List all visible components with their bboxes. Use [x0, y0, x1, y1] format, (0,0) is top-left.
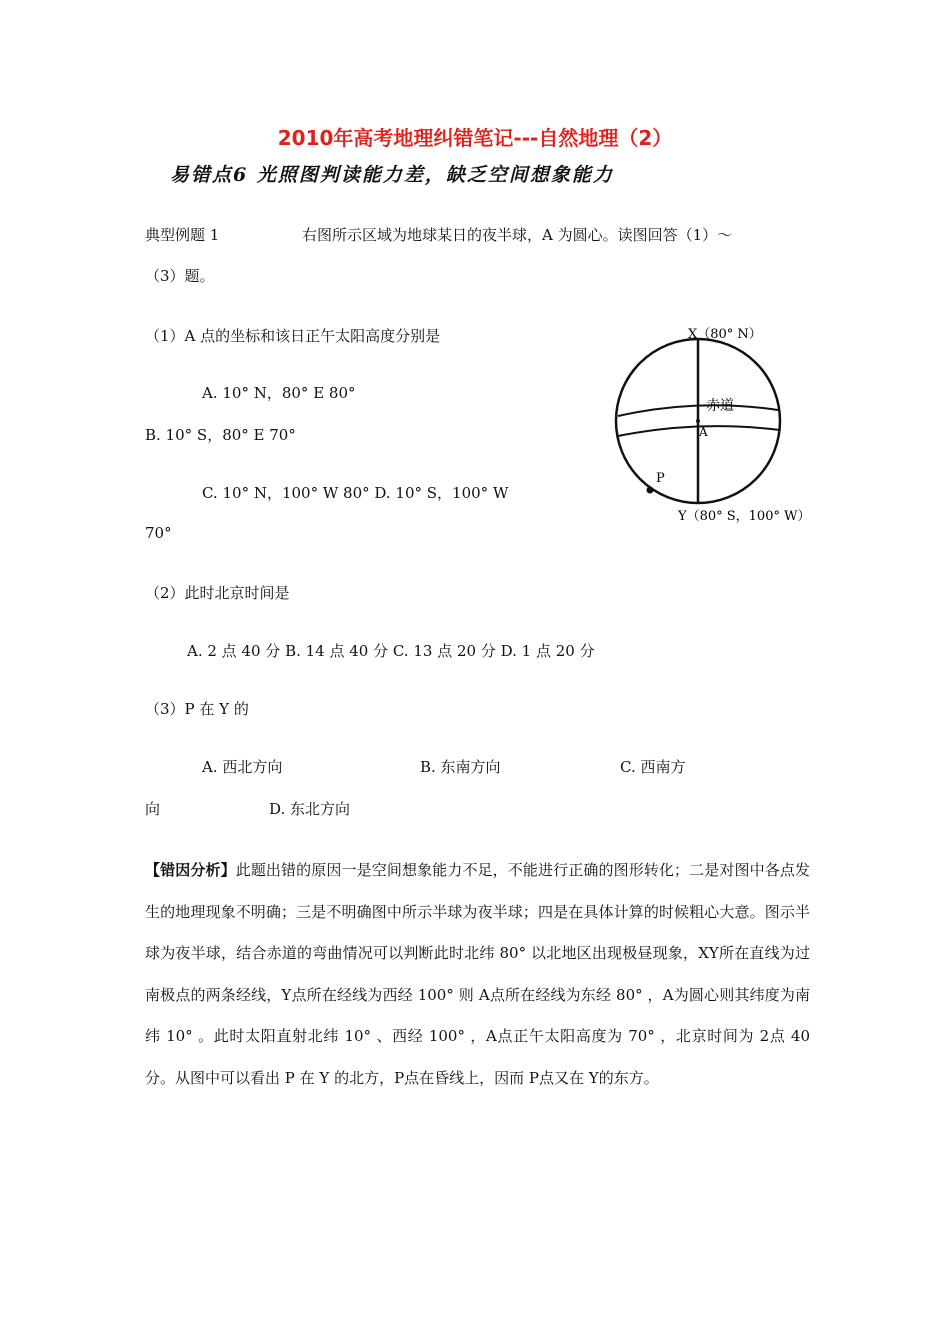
- q3-option-c-tail: 向: [145, 800, 161, 818]
- q1-stem: （1）A 点的坐标和该日正午太阳高度分别是: [145, 327, 441, 345]
- analysis-heading: 【错因分析】: [145, 861, 236, 879]
- point-a: [696, 419, 700, 423]
- point-p: [647, 487, 654, 494]
- q1-option-b: B. 10° S，80° E 70°: [145, 426, 296, 444]
- q2-options: A. 2 点 40 分 B. 14 点 40 分 C. 13 点 20 分 D. 1 点 20 分: [187, 642, 595, 660]
- q1-option-c-d: C. 10° N，100° W 80° D. 10° S，100° W: [202, 484, 509, 502]
- label-a: A: [699, 425, 708, 439]
- q3-stem: （3）P 在 Y 的: [145, 700, 249, 718]
- q1-option-d-tail: 70°: [145, 524, 172, 542]
- q2-stem: （2）此时北京时间是: [145, 584, 290, 602]
- error-analysis: [145, 850, 810, 1099]
- q3-option-c: C. 西南方: [620, 758, 686, 776]
- example-label: 典型例题 1: [145, 226, 220, 244]
- label-p: P: [656, 471, 665, 486]
- q3-option-a: A. 西北方向: [202, 758, 283, 776]
- q3-option-d: D. 东北方向: [269, 800, 351, 818]
- example-intro-continued: （3）题。: [145, 267, 215, 285]
- document-subtitle: 易错点6 光照图判读能力差，缺乏空间想象能力: [170, 164, 614, 186]
- label-equator: 赤道: [706, 398, 734, 414]
- q1-option-a: A. 10° N，80° E 80°: [202, 384, 356, 402]
- night-hemisphere-diagram: [600, 318, 820, 533]
- q3-option-b: B. 东南方向: [420, 758, 501, 776]
- label-x: X（80° N）: [688, 327, 762, 342]
- example-intro: 右图所示区域为地球某日的夜半球，A 为圆心。读图回答（1）～: [302, 226, 733, 244]
- label-y: Y（80° S，100° W）: [678, 509, 811, 524]
- analysis-body: 此题出错的原因一是空间想象能力不足，不能进行正确的图形转化；二是对图中各点发生的地理现象不明确；三是不明确图中所示半球为夜半球；四是在具体计算的时候粗心大意。图示半球为夜半球，结合赤道的弯曲情况可以判断此时北纬 80° 以北地区出现极昼现象，XY所在直线为过南极点的两条经线，Y点所在经线为西经 100° 则 A点所在经线为东经 80° ，A为圆心则其纬度为南纬 10° 。此时太阳直射北纬 10° 、西经 100° ，A点正午太阳高度为 70° ，北京时间为 2点 40分。从图中可以看出 P 在 Y 的北方，P点在昏线上，因而 P点又在 Y的东方。: [145, 861, 810, 1087]
- document-title: 2010年高考地理纠错笔记---自然地理（2）: [277, 126, 673, 150]
